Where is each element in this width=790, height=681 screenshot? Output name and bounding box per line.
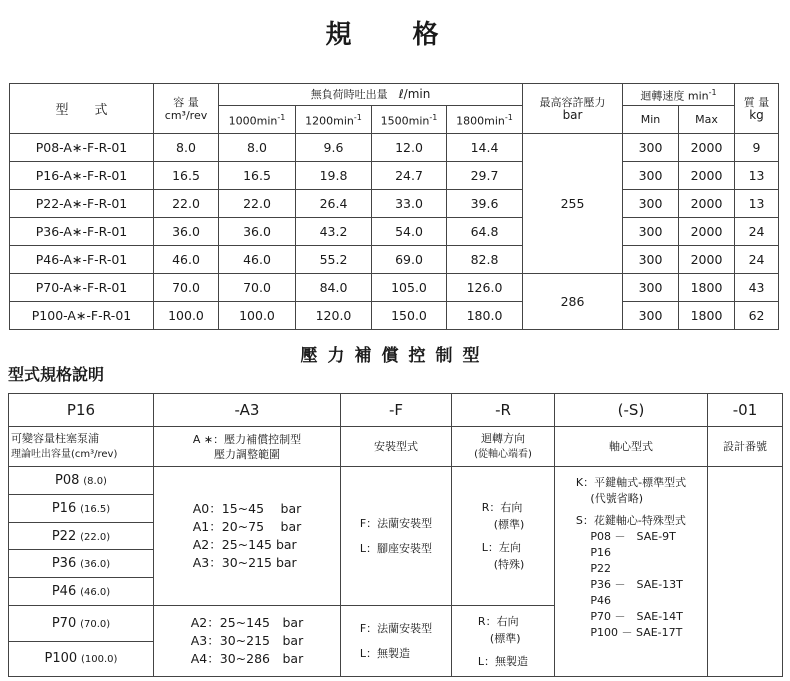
- shaft-line: P16: [575, 545, 612, 559]
- rotation-option: L：無製造: [477, 654, 529, 668]
- design-number-cell: [708, 466, 783, 676]
- label-mount: 安裝型式: [341, 427, 452, 467]
- table-row: [10, 190, 779, 218]
- flow-cell: 9.6: [296, 134, 372, 162]
- flow-cell: 82.8: [447, 246, 523, 274]
- shaft-options: [555, 466, 708, 676]
- flow-cell: 105.0: [372, 274, 447, 302]
- label-pressure: A ∗：壓力補償控制型 壓力調整範圍: [154, 427, 341, 467]
- code-mount: -F: [341, 394, 452, 427]
- flow-cell: 12.0: [372, 134, 447, 162]
- speed-min-cell: 300: [623, 218, 679, 246]
- flow-cell: 64.8: [447, 218, 523, 246]
- mass-cell: 62: [735, 302, 779, 330]
- model-cell: P36-A∗-F-R-01: [10, 218, 154, 246]
- label-pump: 可變容量柱塞泵浦 理論吐出容量(cm³/rev): [9, 427, 154, 467]
- model-cell: P70-A∗-F-R-01: [10, 274, 154, 302]
- flow-cell: 120.0: [296, 302, 372, 330]
- pressure-range: A3：30~215 bar: [192, 555, 297, 571]
- capacity-cell: 70.0: [154, 274, 219, 302]
- mass-cell: 9: [735, 134, 779, 162]
- model-cell: P46-A∗-F-R-01: [10, 246, 154, 274]
- table-row: [10, 302, 779, 330]
- mass-cell: 13: [735, 190, 779, 218]
- mount-option: F：法蘭安裝型: [359, 622, 433, 636]
- speed-min-cell: 300: [623, 246, 679, 274]
- shaft-line: (代號省略): [575, 491, 643, 505]
- rotation-option: L：左向: [481, 541, 521, 555]
- flow-cell: 19.8: [296, 162, 372, 190]
- flow-cell: 24.7: [372, 162, 447, 190]
- page-title: 規 格: [325, 20, 465, 50]
- pressure-range: A4：30~286 bar: [190, 651, 304, 667]
- subtitle: 壓力補償控制型: [300, 346, 490, 366]
- flow-cell: 8.0: [219, 134, 296, 162]
- mount-option: L：無製造: [359, 647, 410, 661]
- capacity-cell: 16.5: [154, 162, 219, 190]
- rotation-note: (標準): [493, 518, 525, 532]
- flow-cell: 100.0: [219, 302, 296, 330]
- flow-cell: 43.2: [296, 218, 372, 246]
- capacity-cell: 36.0: [154, 218, 219, 246]
- rotation-note: (特殊): [493, 558, 525, 572]
- pump-option: P08 (8.0): [9, 466, 154, 494]
- rotation-group-a: [452, 466, 555, 605]
- capacity-cell: 46.0: [154, 246, 219, 274]
- pump-option: P22 (22.0): [9, 522, 154, 550]
- mass-cell: 24: [735, 246, 779, 274]
- model-cell: P08-A∗-F-R-01: [10, 134, 154, 162]
- rotation-note: (標準): [489, 631, 521, 645]
- flow-cell: 55.2: [296, 246, 372, 274]
- header-rpm-1000: $1000\min^{-1}$: [219, 106, 296, 134]
- header-flow: 無負荷時吐出量 ℓ/min: [219, 84, 523, 106]
- flow-cell: 26.4: [296, 190, 372, 218]
- model-cell: P16-A∗-F-R-01: [10, 162, 154, 190]
- mass-cell: 43: [735, 274, 779, 302]
- capacity-cell: 100.0: [154, 302, 219, 330]
- shaft-line: K：平鍵軸式-標準型式: [575, 475, 687, 489]
- header-mass: 質 量 kg: [735, 84, 779, 134]
- pump-option: P36 (36.0): [9, 550, 154, 578]
- capacity-cell: 8.0: [154, 134, 219, 162]
- speed-max-cell: 1800: [679, 274, 735, 302]
- header-capacity: 容 量 cm³/rev: [154, 84, 219, 134]
- pressure-range: A0：15~45 bar: [192, 501, 302, 517]
- code-pressure: -A3: [154, 394, 341, 427]
- flow-cell: 54.0: [372, 218, 447, 246]
- pressure-range: A1：20~75 bar: [192, 519, 302, 535]
- speed-max-cell: 1800: [679, 302, 735, 330]
- shaft-line: P46: [575, 593, 612, 607]
- shaft-line: P100 － SAE-17T: [575, 625, 683, 639]
- pressure-cell-286: 286: [523, 274, 623, 330]
- pressure-range: A3：30~215 bar: [190, 633, 304, 649]
- shaft-line: P08 － SAE-9T: [575, 529, 676, 543]
- speed-min-cell: 300: [623, 162, 679, 190]
- flow-cell: 14.4: [447, 134, 523, 162]
- flow-cell: 39.6: [447, 190, 523, 218]
- flow-cell: 69.0: [372, 246, 447, 274]
- table-row: [10, 218, 779, 246]
- flow-cell: 150.0: [372, 302, 447, 330]
- header-max-pressure: 最高容許壓力 bar: [523, 84, 623, 134]
- capacity-cell: 22.0: [154, 190, 219, 218]
- mount-option: L：腳座安裝型: [359, 542, 432, 556]
- mass-cell: 13: [735, 162, 779, 190]
- flow-cell: 180.0: [447, 302, 523, 330]
- flow-cell: 36.0: [219, 218, 296, 246]
- pressure-range: A2：25~145 bar: [190, 615, 304, 631]
- flow-cell: 29.7: [447, 162, 523, 190]
- flow-cell: 84.0: [296, 274, 372, 302]
- pressure-range-group-b: [154, 606, 341, 677]
- table-row: [10, 134, 779, 162]
- flow-cell: 22.0: [219, 190, 296, 218]
- pressure-cell-255: 255: [523, 134, 623, 274]
- speed-max-cell: 2000: [679, 162, 735, 190]
- speed-max-cell: 2000: [679, 190, 735, 218]
- table-row: [10, 162, 779, 190]
- pump-option: P16 (16.5): [9, 494, 154, 522]
- label-shaft: 軸心型式: [555, 427, 708, 467]
- label-design: 設計番號: [708, 427, 783, 467]
- label-rotation: 迴轉方向 (從軸心端看): [452, 427, 555, 467]
- speed-min-cell: 300: [623, 190, 679, 218]
- header-model: 型 式: [10, 84, 154, 134]
- header-rpm-1800: $1800\min^{-1}$: [447, 106, 523, 134]
- shaft-line: P70 － SAE-14T: [575, 609, 683, 623]
- rotation-option: R：右向: [477, 614, 519, 628]
- mount-group-a: [341, 466, 452, 605]
- table-row: [10, 274, 779, 302]
- model-cell: P100-A∗-F-R-01: [10, 302, 154, 330]
- code-design: -01: [708, 394, 783, 427]
- header-speed-max: Max: [679, 106, 735, 134]
- pump-option: P100 (100.0): [9, 641, 154, 676]
- section-title: 型式規格說明: [8, 365, 105, 384]
- header-rpm-1200: $1200\min^{-1}$: [296, 106, 372, 134]
- speed-min-cell: 300: [623, 302, 679, 330]
- flow-cell: 33.0: [372, 190, 447, 218]
- mount-group-b: [341, 606, 452, 677]
- table-row: [10, 246, 779, 274]
- speed-max-cell: 2000: [679, 246, 735, 274]
- mass-cell: 24: [735, 218, 779, 246]
- shaft-line: P22: [575, 561, 612, 575]
- pump-option: P46 (46.0): [9, 578, 154, 606]
- speed-min-cell: 300: [623, 274, 679, 302]
- model-cell: P22-A∗-F-R-01: [10, 190, 154, 218]
- code-pump: P16: [9, 394, 154, 427]
- flow-cell: 70.0: [219, 274, 296, 302]
- model-code-table: [8, 393, 783, 677]
- pump-option: P70 (70.0): [9, 606, 154, 641]
- code-rotation: -R: [452, 394, 555, 427]
- flow-cell: 16.5: [219, 162, 296, 190]
- rotation-group-b: [452, 606, 555, 677]
- speed-max-cell: 2000: [679, 218, 735, 246]
- speed-min-cell: 300: [623, 134, 679, 162]
- rotation-option: R：右向: [481, 501, 523, 515]
- shaft-line: S：花鍵軸心-特殊型式: [575, 513, 686, 527]
- shaft-line: P36 － SAE-13T: [575, 577, 683, 591]
- pressure-range: A2：25~145 bar: [192, 537, 297, 553]
- flow-cell: 46.0: [219, 246, 296, 274]
- spec-table: [9, 83, 779, 330]
- header-speed: 迴轉速度 $\min^{-1}$: [623, 84, 735, 106]
- pressure-range-group-a: [154, 466, 341, 605]
- speed-max-cell: 2000: [679, 134, 735, 162]
- header-speed-min: Min: [623, 106, 679, 134]
- flow-cell: 126.0: [447, 274, 523, 302]
- code-shaft: (-S): [555, 394, 708, 427]
- mount-option: F：法蘭安裝型: [359, 517, 433, 531]
- header-rpm-1500: $1500\min^{-1}$: [372, 106, 447, 134]
